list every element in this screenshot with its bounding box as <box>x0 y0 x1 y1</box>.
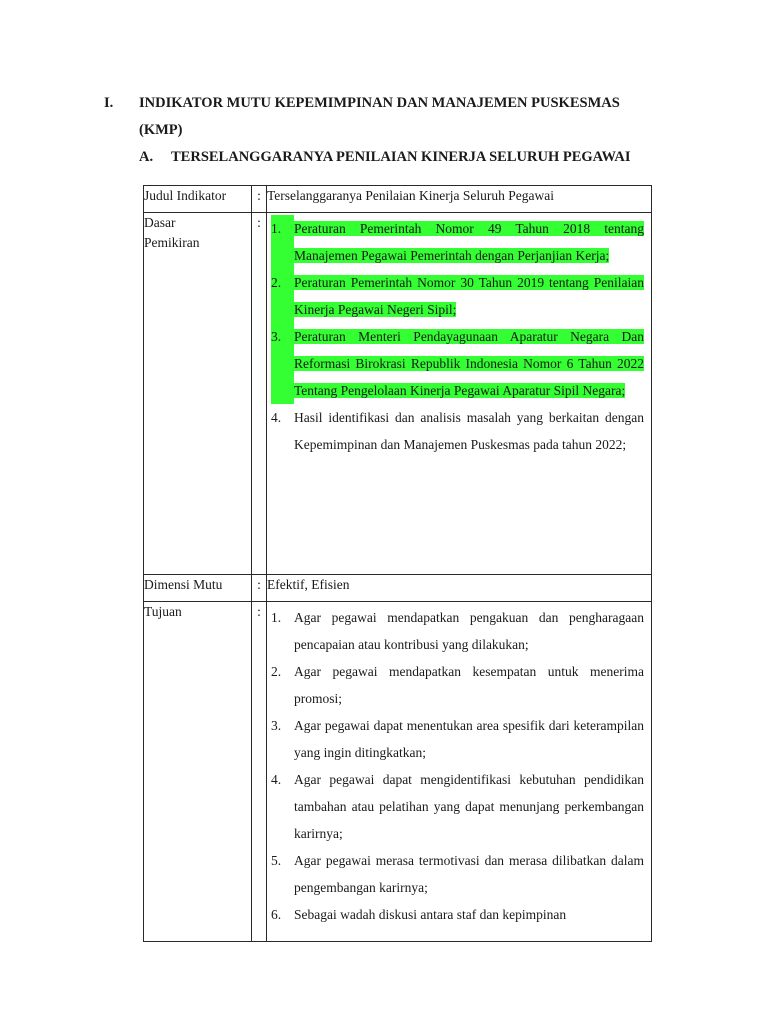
list-item-text-content: Agar pegawai merasa termotivasi dan merasa dilibatkan dalam pengembangan karirnya; <box>294 853 644 895</box>
list-item-number: 3. <box>271 718 282 733</box>
list-item-text-content: Peraturan Pemerintah Nomor 30 Tahun 2019 tentang Penilaian Kinerja Pegawai Negeri Sipil; <box>294 275 644 317</box>
label-tujuan: Tujuan <box>144 602 252 942</box>
section-title-line-1: INDIKATOR MUTU KEPEMIMPINAN DAN MANAJEMEN PUSKESMAS <box>139 95 620 111</box>
list-item-text <box>294 604 644 658</box>
value-judul-indikator: Terselanggaranya Penilaian Kinerja Seluruh Pegawai <box>267 186 652 213</box>
colon-separator: : <box>252 575 267 602</box>
list-item-text <box>294 901 644 928</box>
row-dasar-pemikiran <box>144 213 652 575</box>
indicator-table <box>143 185 652 942</box>
list-item-number: 5. <box>271 853 282 868</box>
section-number: I. <box>104 95 114 111</box>
list-item <box>271 269 644 323</box>
list-item-text-content: Peraturan Menteri Pendayagunaan Aparatur Negara Dan Reformasi Birokrasi Republik Indonesia Nomor 6 Tahun 2022 Tentang Pengelolaan Kinerja Pegawai Aparatur Sipil Negara; <box>294 329 644 398</box>
row-judul-indikator <box>144 186 652 213</box>
list-item <box>271 215 644 269</box>
list-item-text-content: Hasil identifikasi dan analisis masalah yang berkaitan dengan Kepemimpinan dan Manajemen Puskesmas pada tahun 2022; <box>294 410 644 452</box>
colon-separator: : <box>252 186 267 213</box>
list-item-number: 2. <box>271 664 282 679</box>
dasar-pemikiran-list <box>271 215 644 458</box>
list-item-text <box>294 712 644 766</box>
colon-separator: : <box>252 602 267 942</box>
list-item <box>271 604 644 658</box>
list-item <box>271 658 644 712</box>
list-item-text-content: Peraturan Pemerintah Nomor 49 Tahun 2018 tentang Manajemen Pegawai Pemerintah dengan Perjanjian Kerja; <box>294 221 644 263</box>
list-item-text <box>294 269 644 323</box>
list-item-text <box>294 847 644 901</box>
value-dasar-pemikiran <box>267 213 652 575</box>
section-title-line-2: (KMP) <box>139 122 183 138</box>
list-item-number: 1. <box>271 610 282 625</box>
list-item-text-content: Agar pegawai mendapatkan kesempatan untuk menerima promosi; <box>294 664 644 706</box>
list-item <box>271 847 644 901</box>
list-item-text-content: Agar pegawai mendapatkan pengakuan dan pengharagaan pencapaian atau kontribusi yang dilakukan; <box>294 610 644 652</box>
tujuan-list <box>271 604 644 928</box>
label-dasar-pemikiran <box>144 213 252 575</box>
row-dimensi-mutu <box>144 575 652 602</box>
value-dimensi-mutu: Efektif, Efisien <box>267 575 652 602</box>
list-item-number: 6. <box>271 907 282 922</box>
list-item-text <box>294 323 644 404</box>
list-item <box>271 901 644 928</box>
section-title <box>139 93 659 140</box>
colon-separator: : <box>252 213 267 575</box>
value-tujuan <box>267 602 652 942</box>
label-judul-indikator: Judul Indikator <box>144 186 252 213</box>
list-item-number: 3. <box>271 323 294 404</box>
list-item <box>271 766 644 847</box>
list-item <box>271 404 644 458</box>
list-item-text <box>294 658 644 712</box>
list-item <box>271 712 644 766</box>
list-item-text <box>294 766 644 847</box>
list-item-number: 4. <box>271 410 282 425</box>
label-dasar-line-2: Pemikiran <box>144 235 200 250</box>
subsection-letter: A. <box>139 149 154 165</box>
list-item-number: 4. <box>271 772 282 787</box>
subsection-heading <box>139 147 631 167</box>
list-item-text-content: Sebagai wadah diskusi antara staf dan kepimpinan <box>294 907 567 922</box>
list-item-text <box>294 404 644 458</box>
list-item <box>271 323 644 404</box>
label-dimensi-mutu: Dimensi Mutu <box>144 575 252 602</box>
subsection-title: TERSELANGGARANYA PENILAIAN KINERJA SELURUH PEGAWAI <box>171 149 631 165</box>
list-item-text-content: Agar pegawai dapat mengidentifikasi kebutuhan pendidikan tambahan atau pelatihan yang dapat menunjang perkembangan karirnya; <box>294 772 644 841</box>
list-item-number: 2. <box>271 269 294 323</box>
list-item-text-content: Agar pegawai dapat menentukan area spesifik dari keterampilan yang ingin ditingkatkan; <box>294 718 644 760</box>
row-tujuan <box>144 602 652 942</box>
list-item-number: 1. <box>271 215 294 269</box>
list-item-text <box>294 215 644 269</box>
label-dasar-line-1: Dasar <box>144 215 176 230</box>
